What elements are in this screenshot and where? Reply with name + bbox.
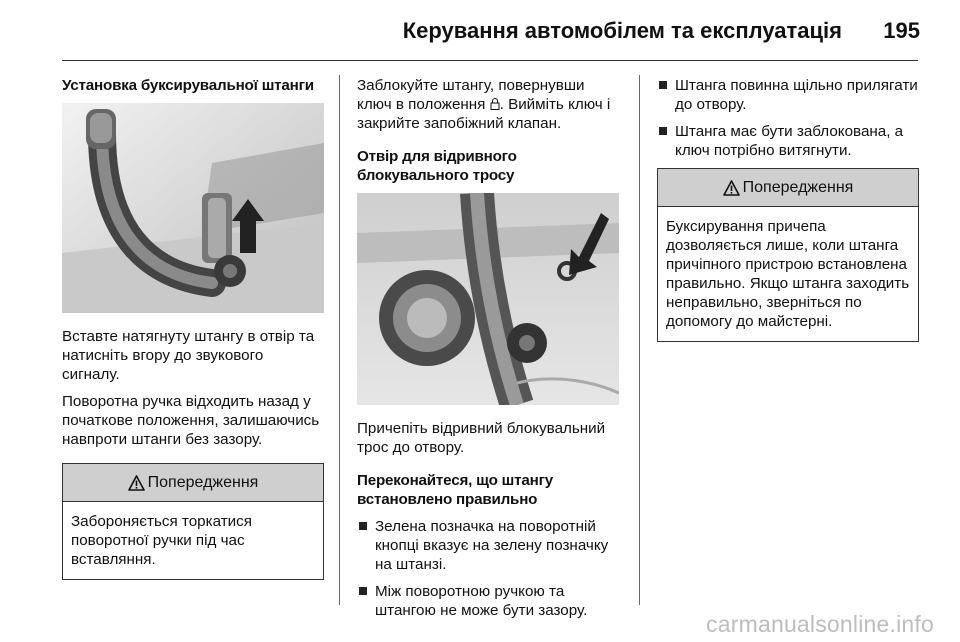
page-number: 195 xyxy=(883,18,920,43)
list-item xyxy=(357,517,623,574)
list-item xyxy=(657,122,919,160)
list-item-text: Штанга повинна щільно прилягати до отвору. xyxy=(675,77,918,113)
list-item-text: Штанга має бути заблокована, а ключ потрібно витягнути. xyxy=(675,123,904,159)
requirements-list xyxy=(657,76,919,160)
bullet-square-icon xyxy=(359,522,367,530)
section-heading-cable-eye: Отвір для відривного блокувального тросу xyxy=(357,148,517,184)
bullet-square-icon xyxy=(659,127,667,135)
section-heading-check: Переконайтеся, що штангу встановлено правильно xyxy=(357,472,553,508)
bullet-square-icon xyxy=(659,81,667,89)
breakaway-cable-eye-photo xyxy=(357,193,619,405)
lock-text-b: . Вийміть ключ і закрийте запобіжний клапан. xyxy=(357,96,611,132)
install-paragraph-1: Вставте натягнуту штангу в отвір та натисніть вгору до звукового сигналу. xyxy=(62,328,315,383)
section-heading-install: Установка буксирувальної штанги xyxy=(62,77,314,94)
column-3 xyxy=(657,76,919,342)
warning-triangle-icon xyxy=(723,180,740,196)
tow-bar-insertion-photo xyxy=(62,103,324,313)
column-divider-2 xyxy=(639,75,640,605)
warning-text: Буксирування причепа дозволяється лише, коли штанга причіпного пристрою встановлена правильно. Якщо штанга заходить неправильно, зверніться по допомогу до майстерні. xyxy=(666,218,910,330)
padlock-closed-icon xyxy=(490,97,500,110)
watermark: carmanualsonline.info xyxy=(706,611,934,637)
warning-box-1 xyxy=(62,463,324,580)
warning-title: Попередження xyxy=(147,474,259,491)
lock-paragraph xyxy=(357,76,623,133)
column-1 xyxy=(62,76,324,580)
install-paragraph-2: Поворотна ручка відходить назад у початкове положення, залишаючись навпроти штанги без зазору. xyxy=(62,393,320,448)
column-2 xyxy=(357,76,623,628)
warning-title: Попередження xyxy=(742,179,854,196)
cable-paragraph: Причепіть відривний блокувальний трос до отвору. xyxy=(357,420,606,456)
lock-text-a: Заблокуйте штангу, повернувши ключ в положення xyxy=(357,77,585,113)
warning-header xyxy=(63,464,323,502)
check-list xyxy=(357,517,623,620)
warning-triangle-icon xyxy=(128,475,145,491)
list-item xyxy=(657,76,919,114)
list-item xyxy=(357,582,623,620)
list-item-text: Зелена позначка на поворотній кнопці вказує на зелену позначку на штанзі. xyxy=(375,518,609,573)
page-title: Керування автомобілем та експлуатація xyxy=(402,18,842,43)
list-item-text: Між поворотною ручкою та штангою не може бути зазору. xyxy=(375,583,588,619)
bullet-square-icon xyxy=(359,587,367,595)
warning-header xyxy=(658,169,918,207)
column-divider-1 xyxy=(339,75,340,605)
header-divider xyxy=(62,60,918,61)
warning-text: Забороняється торкатися поворотної ручки під час вставляння. xyxy=(71,513,252,568)
warning-box-2 xyxy=(657,168,919,342)
